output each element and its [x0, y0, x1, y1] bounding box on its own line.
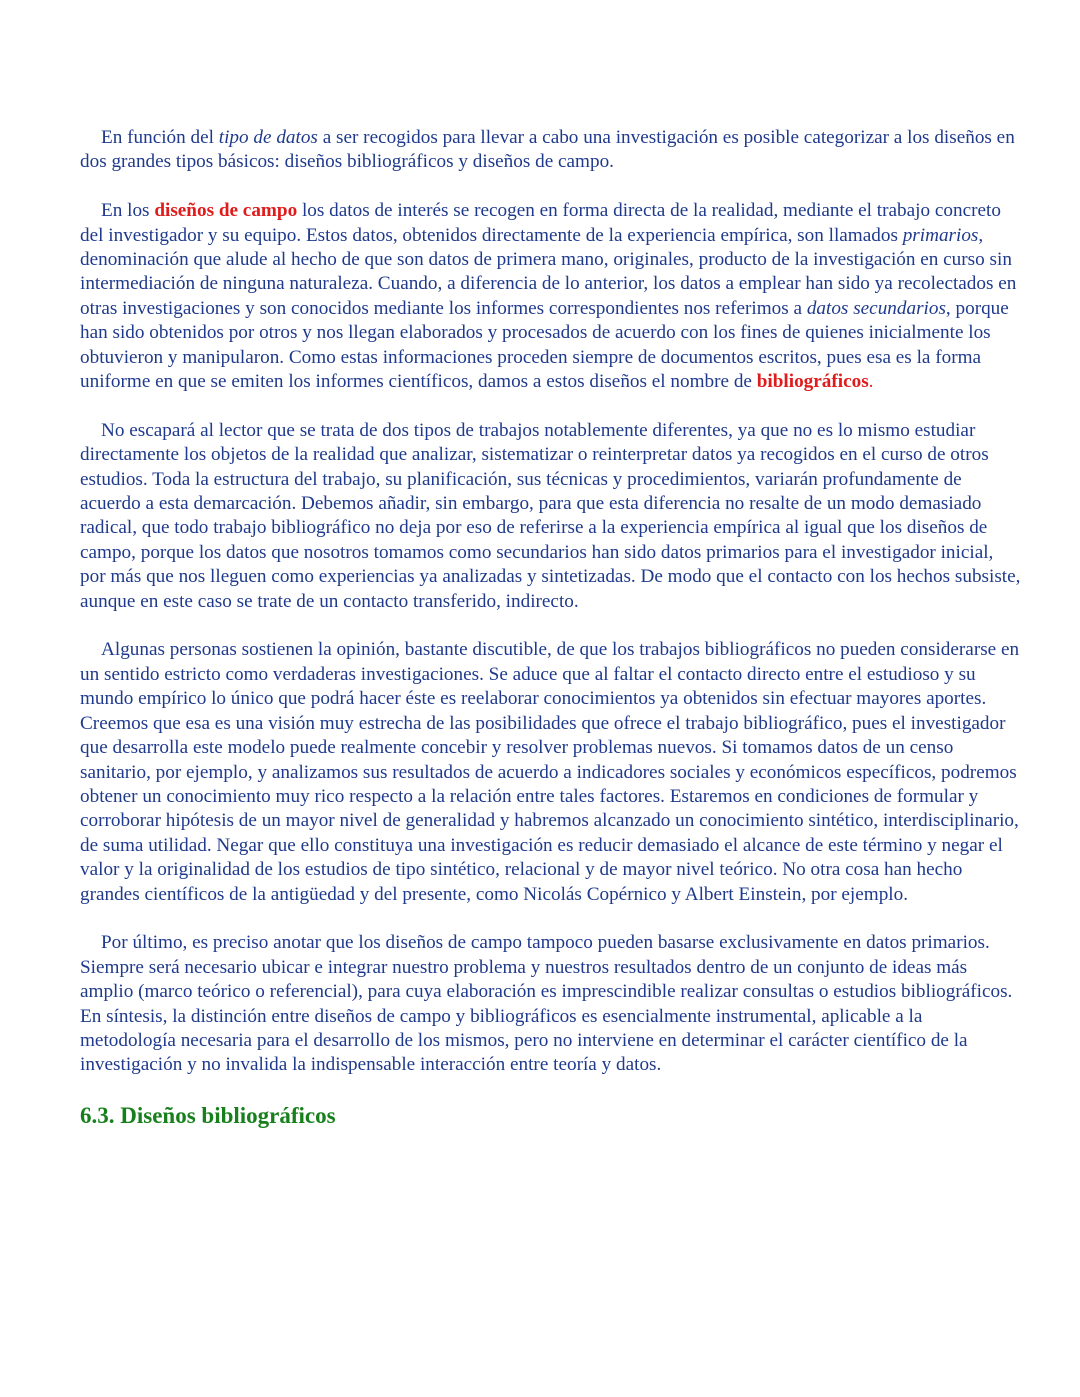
highlight-term: bibliográficos: [756, 371, 869, 393]
paragraph-intro: [80, 126, 1022, 175]
highlight-term: diseños de campo: [154, 200, 298, 222]
text: En función del: [101, 127, 219, 148]
text: , denominación que alude al hecho de que son datos de primera mano, originales, producto de la investigación en curso sin intermediación de ninguna naturaleza. Cuando, a diferencia de lo anterior, los datos a emplear han sido ya recolectados en otras investigaciones y son conocidos mediante los informes correspondientes nos referimos a: [80, 224, 1017, 319]
text: No escapará al lector que se trata de dos tipos de trabajos notablemente diferentes, ya que no es lo mismo estudiar directamente los objetos de la realidad que analizar, sistematizar o reinterpretar datos ya recogidos en el curso de otros estudios. Toda la estructura del trabajo, su planificación, sus técnicas y procedimientos, variarán profundamente de acuerdo a esta demarcación. Debemos añadir, sin embargo, para que esta diferencia no resalte de un modo demasiado radical, que todo trabajo bibliográfico no deja por eso de referirse a la experiencia empírica al igual que los diseños de campo, porque los datos que nosotros tomamos como secundarios han sido datos primarios para el investigador inicial, por más que nos lleguen como experiencias ya analizadas y sintetizadas. De modo que el contacto con los hechos subsiste, aunque en este caso se trate de un contacto transferido, indirecto.: [80, 419, 1021, 612]
text: Algunas personas sostienen la opinión, bastante discutible, de que los trabajos bibliográficos no pueden considerarse en un sentido estricto como verdaderas investigaciones. Se aduce que al faltar el contacto directo entre el estudioso y su mundo empírico lo único que podrá hacer éste es reelaborar conocimientos ya obtenidos sin efectuar mayores aportes. Creemos que esa es una visión muy estrecha de las posibilidades que ofrece el trabajo bibliográfico, pues el investigador que desarrolla este modelo puede realmente concebir y resolver problemas nuevos. Si tomamos datos de un censo sanitario, por ejemplo, y analizamos sus resultados de acuerdo a indicadores sociales y económicos específicos, podremos obtener un conocimiento muy rico respecto a la relación entre tales factores. Estaremos en condiciones de formular y corroborar hipótesis de un mayor nivel de generalidad y habremos alcanzado un conocimiento sintético, interdisciplinario, de suma utilidad. Negar que ello constituya una investigación es reducir demasiado el alcance de este término y negar el valor y la originalidad de los estudios de tipo sintético, relacional y de mayor nivel teórico. No otra cosa han hecho grandes científicos de la antigüedad y del presente, como Nicolás Copérnico y Albert Einstein, por ejemplo.: [80, 639, 1020, 905]
text: .: [868, 371, 874, 393]
paragraph-field-designs: [80, 199, 1022, 394]
italic-term: datos secundarios: [806, 297, 946, 319]
text: En los: [101, 200, 155, 222]
paragraph-conclusion: [80, 931, 1022, 1077]
section-heading: 6.3. Diseños bibliográficos: [80, 1102, 336, 1128]
paragraph-differences: [80, 419, 1022, 614]
document-page: [80, 126, 1022, 1128]
text: los datos de interés se recogen en forma directa de la realidad, mediante el trabajo concreto del investigador y su equipo. Estos datos, obtenidos directamente de la experiencia empírica, son llamados: [80, 200, 1001, 246]
text: a ser recogidos para llevar a cabo una investigación es posible categorizar a los diseños en dos grandes tipos básicos: diseños bibliográficos y diseños de campo.: [80, 127, 1015, 173]
italic-term: primarios: [902, 224, 979, 246]
italic-term: tipo de datos: [218, 127, 318, 148]
text: , porque han sido obtenidos por otros y nos llegan elaborados y procesados de acuerdo con los fines de quienes inicialmente los obtuvieron y manipularon. Como estas informaciones proceden siempre de documentos escritos, pues esa es la forma uniforme en que se emiten los informes científicos, damos a estos diseños el nombre de: [80, 297, 1009, 393]
paragraph-opinions: [80, 638, 1022, 906]
text: Por último, es preciso anotar que los diseños de campo tampoco pueden basarse exclusivamente en datos primarios. Siempre será necesario ubicar e integrar nuestro problema y nuestros resultados dentro de un conjunto de ideas más amplio (marco teórico o referencial), para cuya elaboración es imprescindible realizar consultas o estudios bibliográficos. En síntesis, la distinción entre diseños de campo y bibliográficos es esencialmente instrumental, aplicable a la metodología necesaria para el desarrollo de los mismos, pero no interviene en determinar el carácter científico de la investigación y no invalida la indispensable interacción entre teoría y datos.: [80, 932, 1013, 1076]
